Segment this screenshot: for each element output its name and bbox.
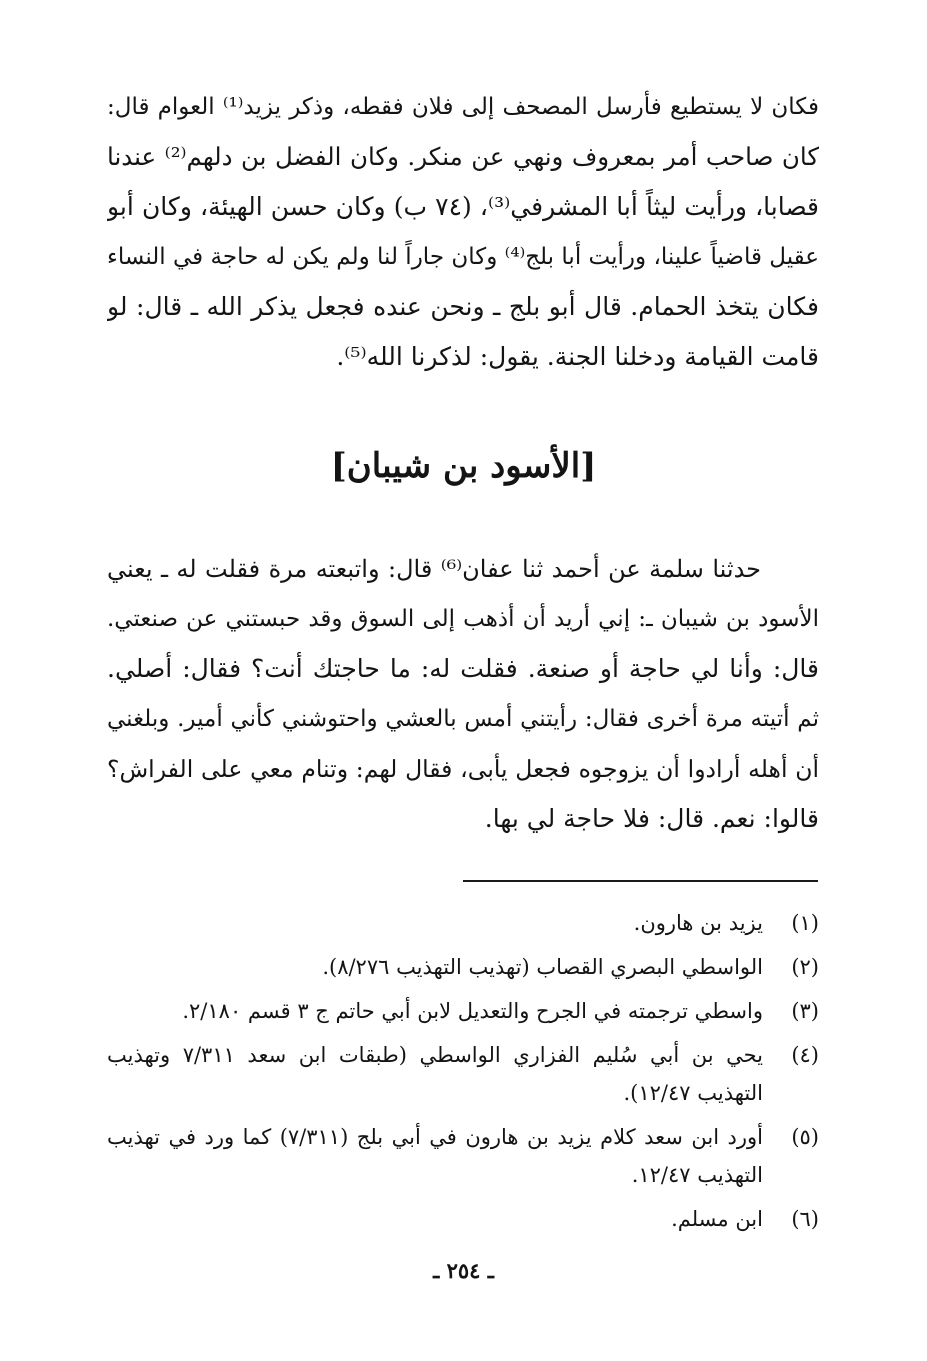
paragraph-line: عقيل قاضياً علينا، ورأيت أبا بلج⁽⁴⁾ وكان جاراً لنا ولم يكن له حاجة في النساء <box>107 244 819 270</box>
footnote-1 <box>107 904 819 942</box>
footnote-number: (٥) <box>791 1125 819 1149</box>
footnote-number: (٦) <box>791 1207 819 1231</box>
paragraph-line: قال: وأنا لي حاجة أو صنعة. فقلت له: ما حاجتك أنت؟ فقال: أصلي. <box>107 654 819 683</box>
paragraph-top <box>107 82 819 382</box>
footnote-3 <box>107 992 819 1030</box>
paragraph-line: كان صاحب أمر بمعروف ونهي عن منكر. وكان الفضل بن دلهم⁽²⁾ عندنا <box>107 142 819 171</box>
paragraph-line: ثم أتيته مرة أخرى فقال: رأيتني أمس بالعشي واحتوشني كأني أمير. وبلغني <box>107 706 819 732</box>
footnote-2 <box>107 948 819 986</box>
paragraph-line: قصابا، ورأيت ليثاً أبا المشرفي⁽³⁾، (٧٤ ب) وكان حسن الهيئة، وكان أبو <box>107 192 819 221</box>
footnote-text: واسطي ترجمته في الجرح والتعديل لابن أبي حاتم ج ٣ قسم ٢/١٨٠. <box>182 999 763 1023</box>
footnote-number: (٢) <box>791 955 819 979</box>
paragraph-line: فكان لا يستطيع فأرسل المصحف إلى فلان فقطه، وذكر يزيد⁽¹⁾ العوام قال: <box>107 94 819 120</box>
paragraph-section <box>107 544 819 844</box>
footnote-4 <box>107 1036 819 1112</box>
paragraph-line: الأسود بن شيبان ـ: إني أريد أن أذهب إلى السوق وقد حبستني عن صنعتي. <box>107 606 819 632</box>
footnote-text: يحي بن أبي سُليم الفزاري الواسطي (طبقات ابن سعد ٧/٣١١ وتهذيب <box>107 1043 763 1067</box>
footnote-number: (٣) <box>791 999 819 1023</box>
footnote-text: التهذيب ١٢/٤٧). <box>623 1081 763 1105</box>
footnote-divider <box>463 880 818 882</box>
footnote-text: التهذيب ١٢/٤٧. <box>631 1163 763 1187</box>
paragraph-line: حدثنا سلمة عن أحمد ثنا عفان⁽⁶⁾ قال: واتبعته مرة فقلت له ـ يعني <box>107 555 762 583</box>
footnote-5 <box>107 1118 819 1194</box>
footnote-text: ابن مسلم. <box>671 1207 763 1231</box>
section-heading: [الأسود بن شيبان] <box>330 446 597 486</box>
page-number: ـ ٢٥٤ ـ <box>433 1258 494 1283</box>
footnote-text: أورد ابن سعد كلام يزيد بن هارون في أبي بلج (٧/٣١١) كما ورد في تهذيب <box>107 1125 763 1149</box>
footnotes <box>107 904 819 1244</box>
paragraph-line: أن أهله أرادوا أن يزوجوه فجعل يأبى، فقال لهم: وتنام معي على الفراش؟ <box>107 755 819 783</box>
footnote-number: (٤) <box>791 1043 819 1067</box>
footnote-text: الواسطي البصري القصاب (تهذيب التهذيب ٨/٢٧٦). <box>322 955 763 979</box>
footnote-number: (١) <box>791 911 819 935</box>
paragraph-line: قامت القيامة ودخلنا الجنة. يقول: لذكرنا الله⁽⁵⁾. <box>336 342 819 371</box>
paragraph-line: قالوا: نعم. قال: فلا حاجة لي بها. <box>484 804 819 833</box>
footnote-6 <box>107 1200 819 1238</box>
paragraph-line: فكان يتخذ الحمام. قال أبو بلج ـ ونحن عنده فجعل يذكر الله ـ قال: لو <box>107 292 819 321</box>
footnote-text: يزيد بن هارون. <box>633 911 763 935</box>
